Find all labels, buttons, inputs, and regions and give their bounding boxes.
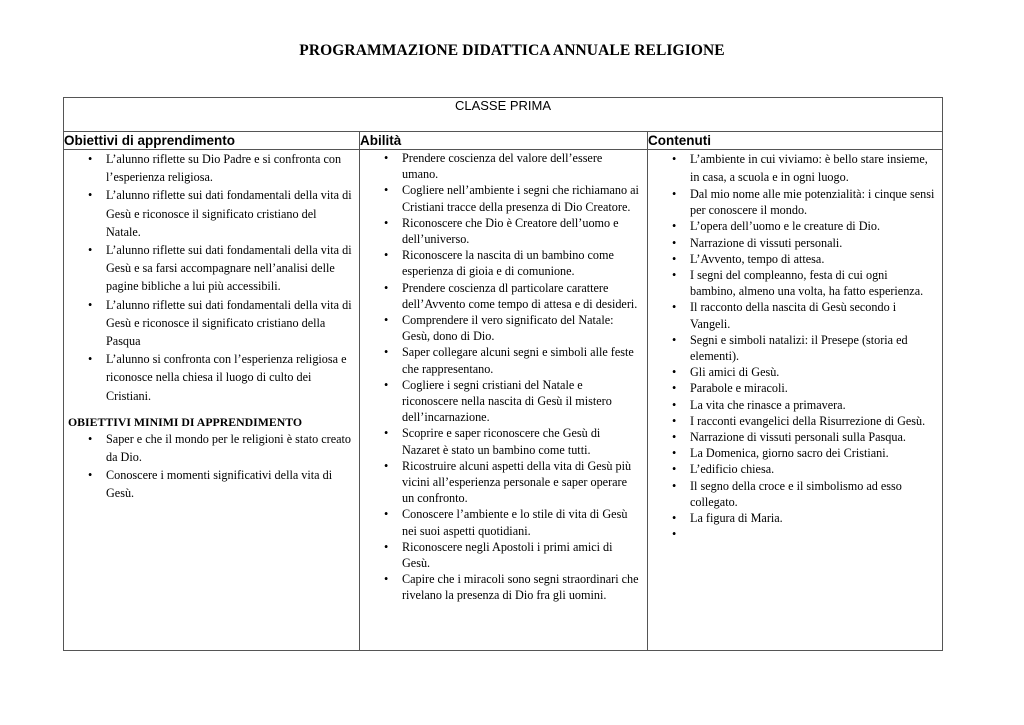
contenuto-item: • La vita che rinasce a primavera. [648,397,942,413]
contenuto-item: • Il segno della croce e il simbolismo ad esso collegato. [648,478,942,510]
abilita-item: • Comprendere il vero significato del Natale: Gesù, dono di Dio. [360,312,647,344]
contenuto-item: • L’ambiente in cui viviamo: è bello stare insieme, in casa, a scuola e in ogni luogo. [648,150,942,186]
contenuto-item: • Segni e simboli natalizi: il Presepe (storia ed elementi). [648,332,942,364]
contenuto-item: • L’Avvento, tempo di attesa. [648,251,942,267]
abilita-item: • Riconoscere la nascita di un bambino come esperienza di gioia e di comunione. [360,247,647,279]
obiettivo-minimo-item: • Conoscere i momenti significativi della vita di Gesù. [64,466,359,502]
obiettivo-item: • L’alunno riflette sui dati fondamentali della vita di Gesù e sa farsi accompagnare nell’analisi delle pagine bibliche a lui più accessibili. [64,241,359,296]
contenuto-item [648,526,942,542]
contenuto-item: • Dal mio nome alle mie potenzialità: i cinque sensi per conoscere il mondo. [648,186,942,218]
contenuto-item: • L’edificio chiesa. [648,461,942,477]
programming-table [63,97,943,651]
abilita-list [360,150,647,604]
abilita-item: • Saper collegare alcuni segni e simboli alle feste che rappresentano. [360,344,647,376]
obiettivo-item: • L’alunno riflette su Dio Padre e si confronta con l’esperienza religiosa. [64,150,359,186]
abilita-cell [360,150,648,651]
contenuto-item: • Parabole e miracoli. [648,380,942,396]
abilita-item: • Riconoscere che Dio è Creatore dell’uomo e dell’universo. [360,215,647,247]
contenuto-item: • La figura di Maria. [648,510,942,526]
contenuto-item: • I segni del compleanno, festa di cui ogni bambino, almeno una volta, ha fatto esperienza. [648,267,942,299]
contenuto-item: • La Domenica, giorno sacro dei Cristiani. [648,445,942,461]
obiettivo-item: • L’alunno si confronta con l’esperienza religiosa e riconosce nella chiesa il luogo di culto dei Cristiani. [64,350,359,405]
contenuti-cell [648,150,943,651]
document-title: PROGRAMMAZIONE DIDATTICA ANNUALE RELIGIONE [299,42,725,59]
class-label: CLASSE PRIMA [64,98,943,132]
obiettivi-list [64,150,359,405]
abilita-item: • Capire che i miracoli sono segni straordinari che rivelano la presenza di Dio fra gli uomini. [360,571,647,603]
obiettivi-cell [64,150,360,651]
header-contenuti: Contenuti [648,132,943,150]
contenuti-list [648,150,942,542]
obiettivi-minimi-title: OBIETTIVI MINIMI DI APPRENDIMENTO [68,414,303,429]
obiettivo-item: • L’alunno riflette sui dati fondamentali della vita di Gesù e riconosce il significato cristiano del Natale. [64,186,359,241]
header-abilita: Abilità [360,132,648,150]
abilita-item: • Cogliere i segni cristiani del Natale e riconoscere nella nascita di Gesù il mistero dell’incarnazione. [360,377,647,426]
contenuto-item: • Narrazione di vissuti personali sulla Pasqua. [648,429,942,445]
contenuto-item: • Il racconto della nascita di Gesù secondo i Vangeli. [648,299,942,331]
abilita-item: • Cogliere nell’ambiente i segni che richiamano ai Cristiani tracce della presenza di Dio Creatore. [360,182,647,214]
obiettivo-minimo-item: • Saper e che il mondo per le religioni è stato creato da Dio. [64,430,359,466]
header-obiettivi: Obiettivi di apprendimento [64,132,360,150]
abilita-item: • Prendere coscienza dl particolare carattere dell’Avvento come tempo di attesa e di desideri. [360,280,647,312]
contenuto-item: • I racconti evangelici della Risurrezione di Gesù. [648,413,942,429]
obiettivi-minimi-list [64,430,359,503]
contenuto-item: • Narrazione di vissuti personali. [648,235,942,251]
abilita-item: • Scoprire e saper riconoscere che Gesù di Nazaret è stato un bambino come tutti. [360,425,647,457]
abilita-item: • Prendere coscienza del valore dell’essere umano. [360,150,647,182]
abilita-item: • Conoscere l’ambiente e lo stile di vita di Gesù nei suoi aspetti quotidiani. [360,506,647,538]
abilita-item: • Ricostruire alcuni aspetti della vita di Gesù più vicini all’esperienza personale e saper operare un confronto. [360,458,647,507]
abilita-item: • Riconoscere negli Apostoli i primi amici di Gesù. [360,539,647,571]
contenuto-item: • Gli amici di Gesù. [648,364,942,380]
obiettivo-item: • L’alunno riflette sui dati fondamentali della vita di Gesù e riconosce il significato cristiano della Pasqua [64,296,359,351]
contenuto-item: • L’opera dell’uomo e le creature di Dio. [648,218,942,234]
